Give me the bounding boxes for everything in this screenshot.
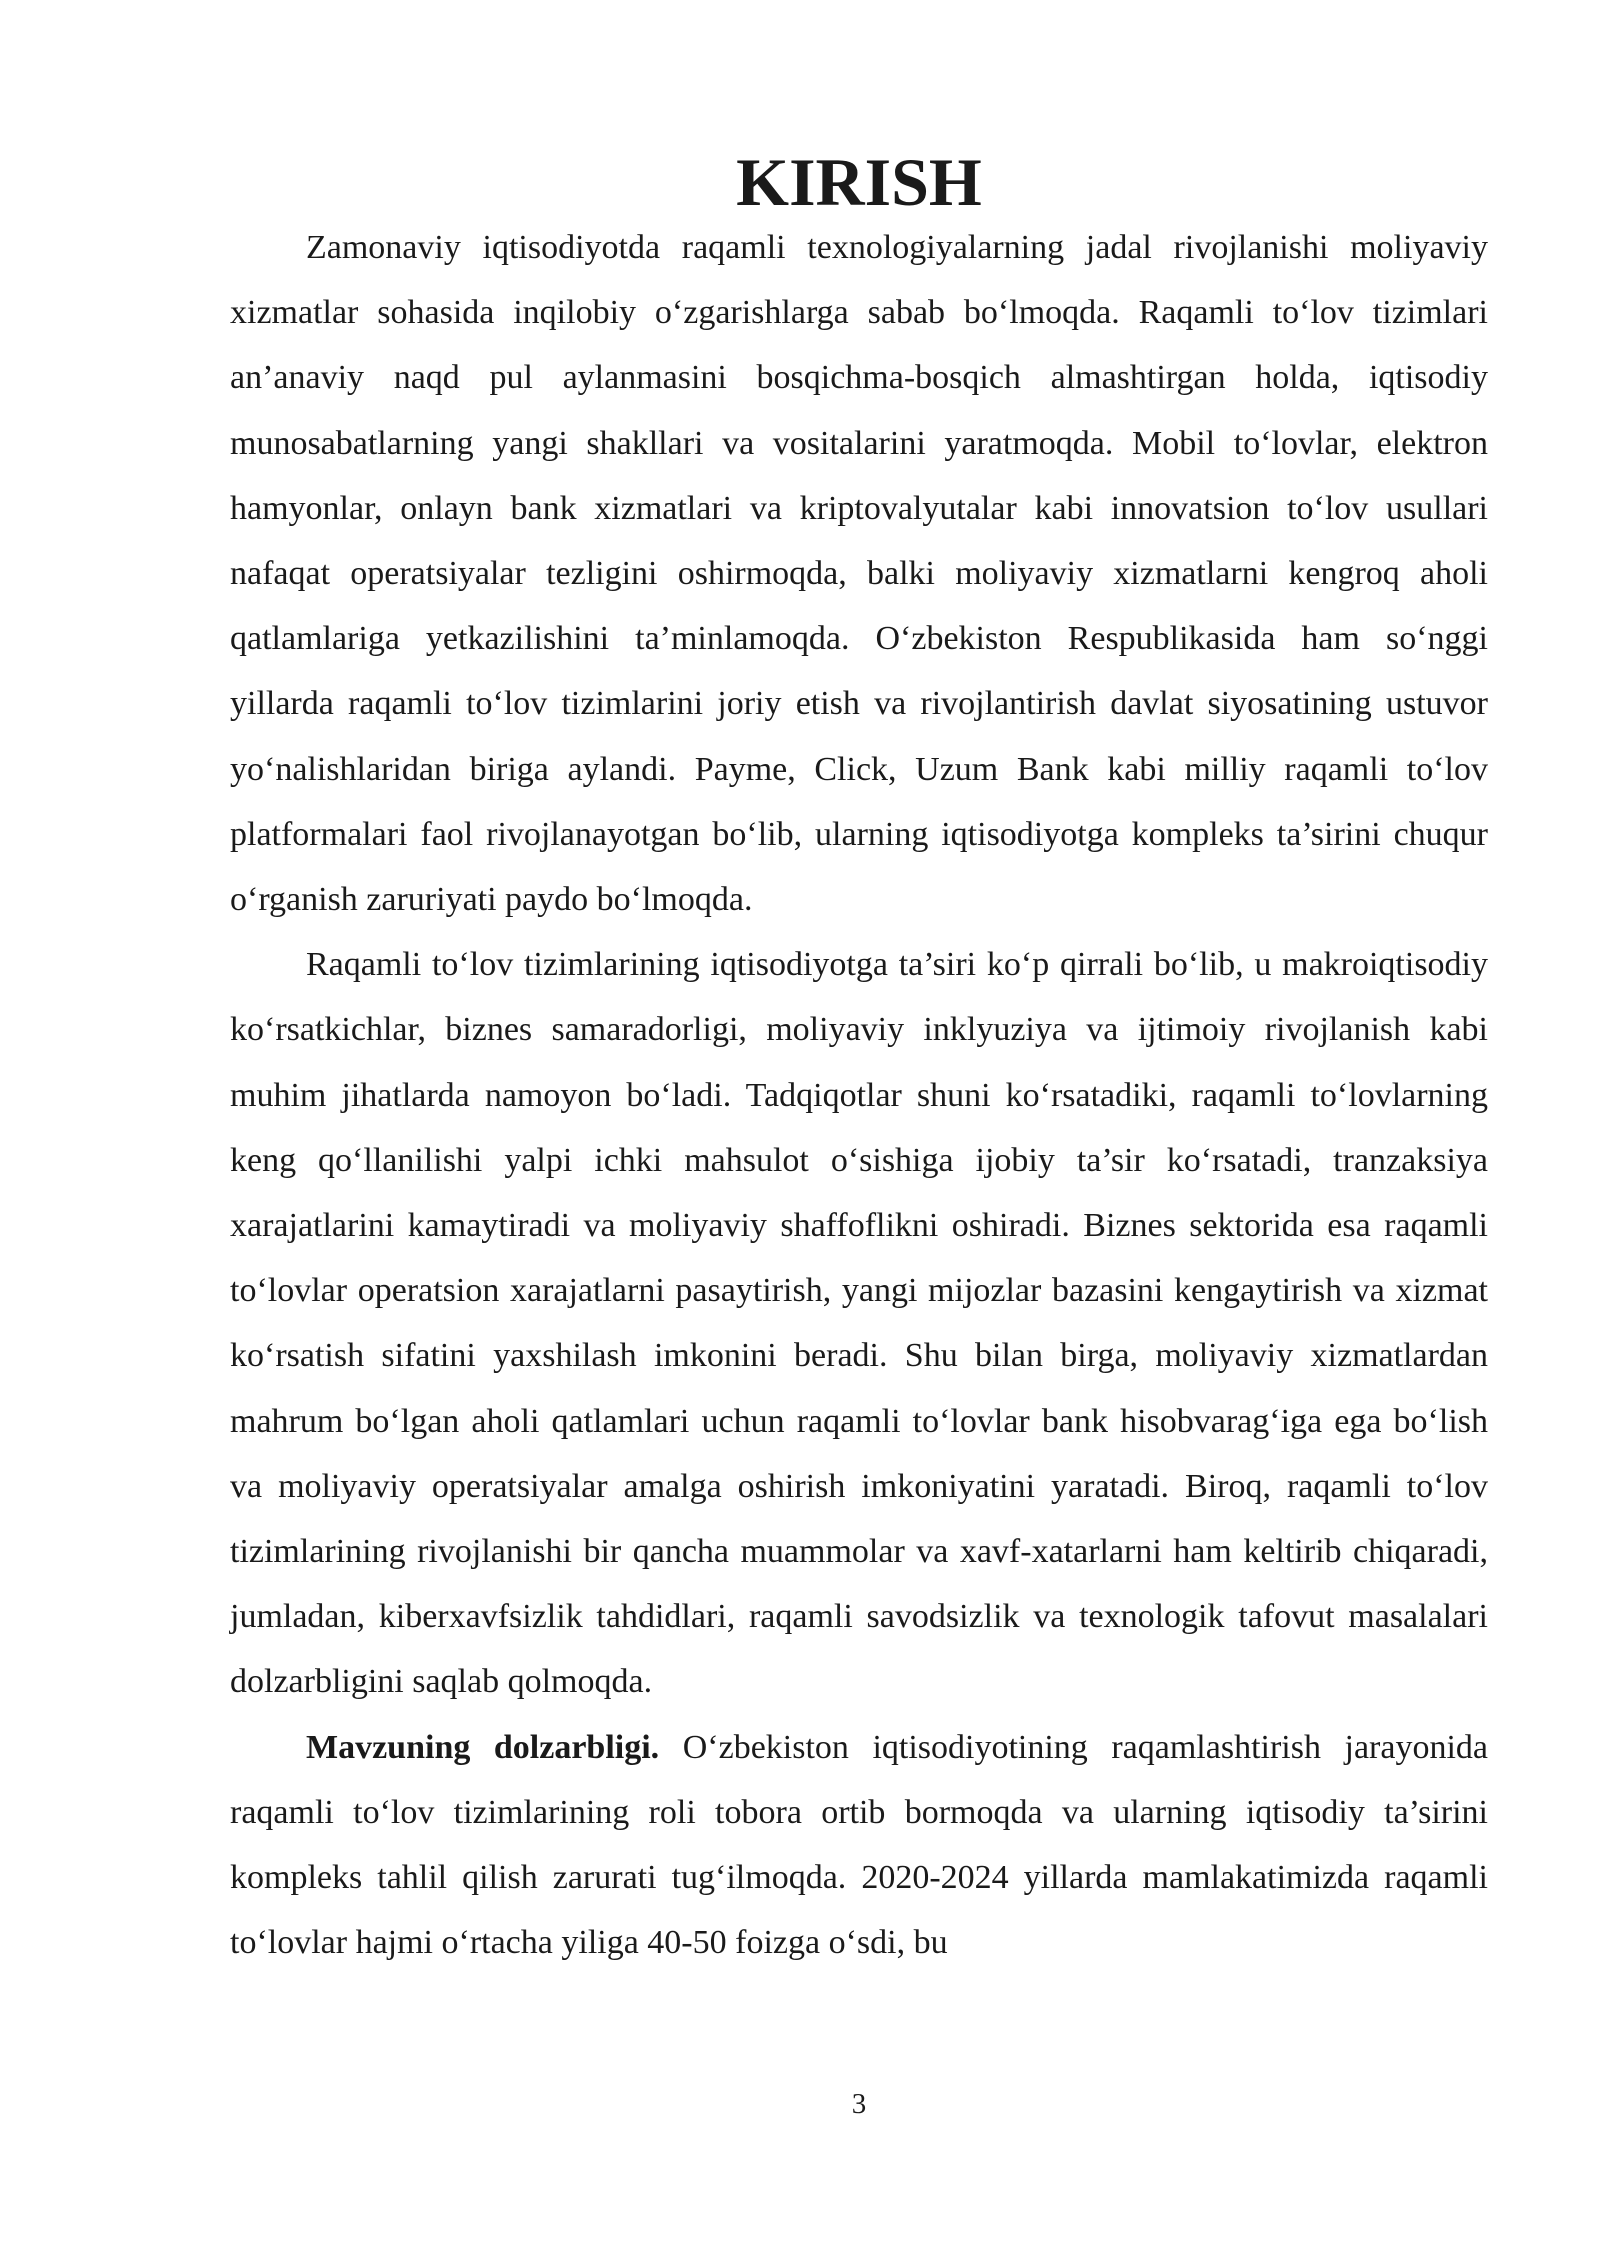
intro-paragraph-1 [230, 215, 1488, 932]
paragraph-text: O‘zbekiston iqtisodiyotining raqamlashtirish jarayonida raqamli to‘lov tizimlarining roli tobora ortib bormoqda va ularning iqtisodiy ta’sirini kompleks tahlil qilish zarurati tug‘ilmoqda. 2020-2024 yillarda mamlakatimizda raqamli to‘lovlar hajmi o‘rtacha yiliga 40-50 foizga o‘sdi, bu [230, 1728, 1488, 1962]
paragraph-lead-heading: Mavzuning dolzarbligi. [306, 1728, 660, 1766]
section-title: KIRISH [736, 144, 982, 220]
intro-paragraph-2 [230, 932, 1488, 1714]
page-number: 3 [851, 2088, 867, 2120]
paragraph-text: Zamonaviy iqtisodiyotda raqamli texnologiyalarning jadal rivojlanishi moliyaviy xizmatlar sohasida inqilobiy o‘zgarishlarga sabab bo‘lmoqda. Raqamli to‘lov tizimlari an’anaviy naqd pul aylanmasini bosqichma-bosqich almashtirgan holda, iqtisodiy munosabatlarning yangi shakllari va vositalarini yaratmoqda. Mobil to‘lovlar, elektron hamyonlar, onlayn bank xizmatlari va kriptovalyutalar kabi innovatsion to‘lov usullari nafaqat operatsiyalar tezligini oshirmoqda, balki moliyaviy xizmatlarni kengroq aholi qatlamlariga yetkazilishini ta’minlamoqda. O‘zbekiston Respublikasida ham so‘nggi yillarda raqamli to‘lov tizimlarini joriy etish va rivojlantirish davlat siyosatining ustuvor yo‘nalishlaridan biriga aylandi. Payme, Click, Uzum Bank kabi milliy raqamli to‘lov platformalari faol rivojlanayotgan bo‘lib, ularning iqtisodiyotga kompleks ta’sirini chuqur o‘rganish zaruriyati paydo bo‘lmoqda. [230, 229, 1488, 919]
relevance-paragraph [230, 1715, 1488, 1976]
paragraph-text: Raqamli to‘lov tizimlarining iqtisodiyotga ta’siri ko‘p qirrali bo‘lib, u makroiqtisodiy ko‘rsatkichlar, biznes samaradorligi, moliyaviy inklyuziya va ijtimoiy rivojlanish kabi muhim jihatlarda namoyon bo‘ladi. Tadqiqotlar shuni ko‘rsatadiki, raqamli to‘lovlarning keng qo‘llanilishi yalpi ichki mahsulot o‘sishiga ijobiy ta’sir ko‘rsatadi, tranzaksiya xarajatlarini kamaytiradi va moliyaviy shaffoflikni oshiradi. Biznes sektorida esa raqamli to‘lovlar operatsion xarajatlarni pasaytirish, yangi mijozlar bazasini kengaytirish va xizmat ko‘rsatish sifatini yaxshilash imkonini beradi. Shu bilan birga, moliyaviy xizmatlardan mahrum bo‘lgan aholi qatlamlari uchun raqamli to‘lovlar bank hisobvarag‘iga ega bo‘lish va moliyaviy operatsiyalar amalga oshirish imkoniyatini yaratadi. Biroq, raqamli to‘lov tizimlarining rivojlanishi bir qancha muammolar va xavf-xatarlarni ham keltirib chiqaradi, jumladan, kiberxavfsizlik tahdidlari, raqamli savodsizlik va texnologik tafovut masalalari dolzarbligini saqlab qolmoqda. [230, 946, 1488, 1701]
page-body [230, 144, 1488, 1975]
